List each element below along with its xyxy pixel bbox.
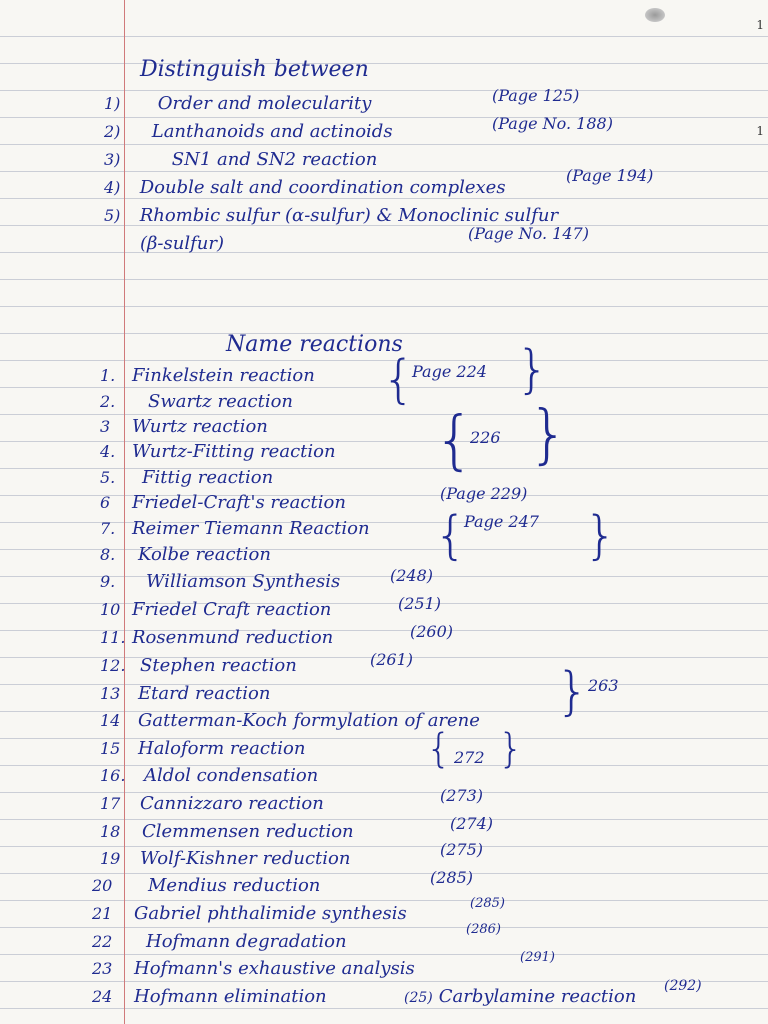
item-text: Clemmensen reduction	[142, 821, 354, 842]
item-number: (25)	[404, 990, 433, 1006]
item-number: 2)	[104, 122, 121, 141]
item-text: Wurtz-Fitting reaction	[132, 441, 336, 462]
item-text: SN1 and SN2 reaction	[171, 149, 378, 170]
list-item	[100, 626, 333, 650]
page-hole	[645, 8, 665, 22]
list-item	[92, 957, 415, 981]
list-item	[100, 682, 270, 706]
page-reference: (Page No. 188)	[492, 114, 613, 133]
list-item	[100, 466, 273, 490]
list-item	[100, 570, 340, 594]
list-item	[100, 415, 268, 439]
item-number: 6	[100, 493, 111, 512]
page-reference: (Page 229)	[440, 484, 528, 503]
item-number: 10	[100, 600, 121, 619]
item-number: 9.	[100, 572, 116, 591]
page-reference: (291)	[520, 950, 555, 965]
item-text: Rhombic sulfur (α-sulfur) & Monoclinic sulfur	[139, 205, 559, 226]
item-number: 23	[92, 959, 113, 978]
item-number: 5.	[100, 468, 116, 487]
list-item	[100, 598, 331, 622]
item-text: Double salt and coordination complexes	[139, 177, 506, 198]
page-reference: (260)	[410, 622, 454, 641]
item-text: Gatterman-Koch formylation of arene	[138, 710, 480, 731]
brace-close: }	[556, 662, 590, 722]
page-reference: (Page 194)	[566, 166, 654, 185]
edge-mark: 1	[756, 18, 764, 32]
list-item	[100, 847, 350, 871]
item-number: 11.	[100, 628, 126, 647]
item-text: Friedel-Craft's reaction	[132, 492, 346, 513]
list-item	[100, 709, 480, 733]
page-reference: (273)	[440, 786, 484, 805]
item-text: Fittig reaction	[142, 467, 274, 488]
item-text: Finkelstein reaction	[132, 365, 315, 386]
item-text: Hofmann elimination	[134, 986, 327, 1007]
list-item	[100, 491, 346, 515]
item-text: Aldol condensation	[144, 765, 319, 786]
item-number: 3)	[104, 150, 121, 169]
brace-open: {	[426, 726, 452, 772]
page-reference: (251)	[398, 594, 442, 613]
item-number: 24	[92, 987, 113, 1006]
list-item	[100, 792, 324, 816]
item-number: 20	[92, 876, 113, 895]
item-text: Swartz reaction	[148, 391, 294, 412]
item-text: Haloform reaction	[138, 738, 306, 759]
item-text: Carbylamine reaction	[438, 986, 637, 1007]
page-reference: (Page No. 147)	[468, 224, 589, 243]
item-text: Rosenmund reduction	[132, 627, 334, 648]
item-number: 2.	[100, 392, 116, 411]
item-text: Cannizzaro reaction	[140, 793, 324, 814]
item-number: 7.	[100, 519, 116, 538]
item-text: Williamson Synthesis	[146, 571, 341, 592]
list-item	[100, 543, 271, 567]
item-text: Lanthanoids and actinoids	[151, 121, 393, 142]
list-item	[100, 440, 336, 464]
item-number: 1.	[100, 366, 116, 385]
brace-open: {	[434, 404, 475, 478]
list-item	[404, 985, 636, 1010]
list-item	[92, 874, 320, 898]
page-reference: 263	[588, 676, 619, 695]
brace-close: }	[498, 726, 524, 772]
page-reference: Page 224	[412, 362, 487, 381]
page-reference: (292)	[664, 978, 702, 994]
item-text: (β-sulfur)	[140, 233, 224, 254]
item-text: Wolf-Kishner reduction	[140, 848, 351, 869]
page-reference: (248)	[390, 566, 434, 585]
page-reference: (286)	[466, 922, 501, 937]
item-text: Gabriel phthalimide synthesis	[134, 903, 407, 924]
item-text: Reimer Tiemann Reaction	[132, 518, 370, 539]
item-number: 14	[100, 711, 121, 730]
item-number: 5)	[104, 206, 121, 225]
item-text: Stephen reaction	[140, 655, 297, 676]
page-reference: (275)	[440, 840, 484, 859]
list-item	[140, 232, 224, 256]
page-reference: (274)	[450, 814, 494, 833]
item-number: 1)	[104, 94, 121, 113]
list-item	[104, 120, 393, 144]
item-text: Mendius reduction	[148, 875, 321, 896]
list-item	[92, 985, 327, 1009]
page-reference: 272	[454, 748, 485, 767]
item-number: 21	[92, 904, 113, 923]
list-item	[100, 517, 370, 541]
item-number: 15	[100, 739, 121, 758]
list-item	[92, 902, 407, 926]
item-text: Order and molecularity	[157, 93, 372, 114]
list-item	[92, 930, 347, 954]
brace-close: }	[584, 506, 618, 566]
page-reference: (285)	[430, 868, 474, 887]
item-number: 16.	[100, 766, 126, 785]
item-text: Wurtz reaction	[132, 416, 268, 437]
item-number: 8.	[100, 545, 116, 564]
brace-open: {	[434, 506, 468, 566]
page-reference: 226	[470, 428, 501, 447]
brace-close: }	[528, 398, 569, 472]
item-number: 19	[100, 849, 121, 868]
list-item	[104, 148, 377, 172]
item-number: 4.	[100, 442, 116, 461]
item-number: 13	[100, 684, 121, 703]
section-heading-distinguish: Distinguish between	[140, 57, 369, 82]
brace-open: {	[382, 350, 416, 410]
list-item	[100, 654, 297, 678]
list-item	[100, 764, 318, 788]
item-text: Etard reaction	[138, 683, 271, 704]
list-item	[100, 820, 354, 844]
list-item	[100, 364, 315, 388]
item-number: 18	[100, 822, 121, 841]
page-reference: Page 247	[464, 512, 539, 531]
list-item	[100, 390, 293, 414]
item-number: 12.	[100, 656, 126, 675]
list-item	[104, 92, 371, 116]
section-heading-name-reactions: Name reactions	[226, 332, 403, 357]
item-number: 3	[100, 417, 111, 436]
item-number: 4)	[104, 178, 121, 197]
edge-mark: 1	[756, 124, 764, 138]
list-item	[104, 176, 506, 200]
page-reference: (261)	[370, 650, 414, 669]
page-reference: (285)	[470, 896, 505, 911]
item-text: Friedel Craft reaction	[132, 599, 332, 620]
item-number: 17	[100, 794, 121, 813]
page-reference: (Page 125)	[492, 86, 580, 105]
item-text: Hofmann degradation	[146, 931, 347, 952]
brace-close: }	[516, 340, 550, 400]
item-text: Kolbe reaction	[138, 544, 271, 565]
list-item	[100, 737, 305, 761]
item-number: 22	[92, 932, 113, 951]
item-text: Hofmann's exhaustive analysis	[134, 958, 415, 979]
